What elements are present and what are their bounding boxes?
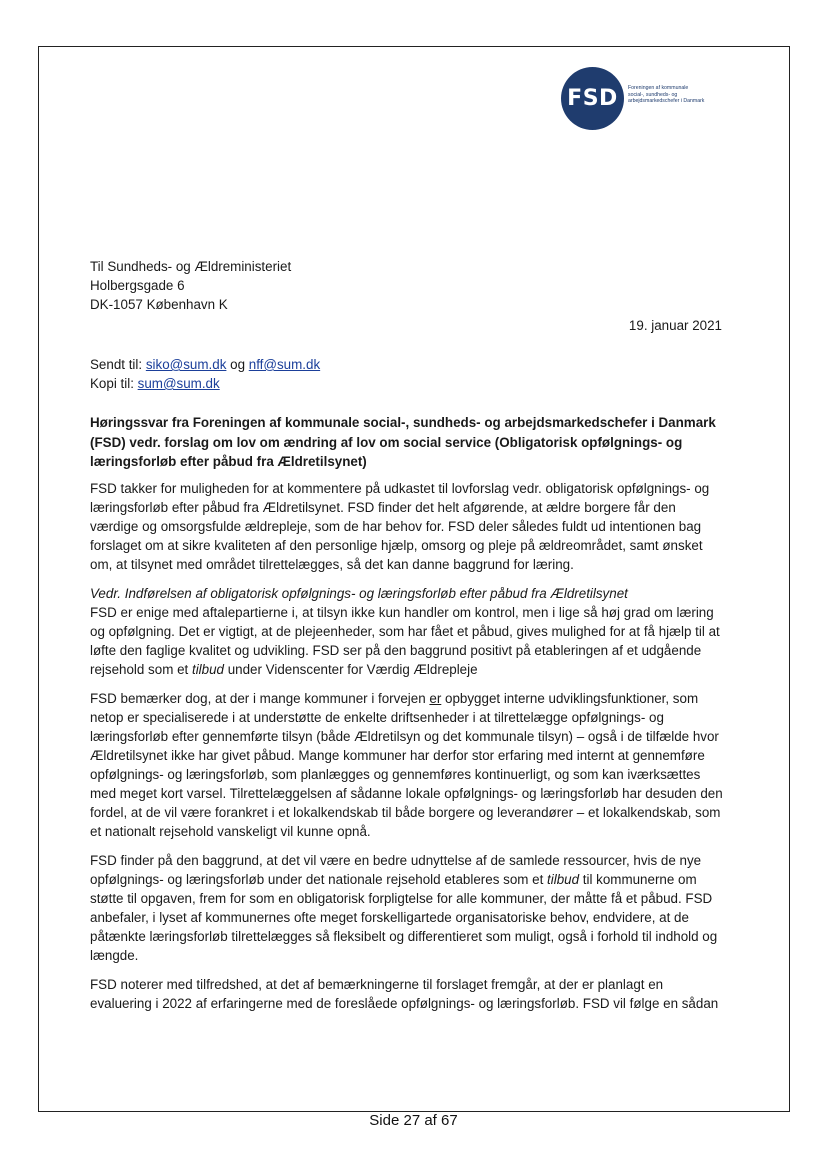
recipient-line: DK-1057 København K — [90, 297, 228, 312]
paragraph-text: til kommunerne om støtte til opgaven, frem for som en obligatorisk forpligtelse for alle kommuner, der måtte få et påbud. FSD anbefaler, i lyset af kommunernes ofte meget forskelligartede organisatoriske behov, endvidere, at de påtænkte læringsforløb tilrettelægges så fleksibelt og differentieret som muligt, også i forhold til indhold og længde. — [90, 872, 718, 963]
emphasis-text: tilbud — [191, 662, 224, 677]
letter-date: 19. januar 2021 — [628, 318, 722, 333]
email-link-siko[interactable]: siko@sum.dk — [145, 357, 227, 372]
logo-text — [628, 85, 732, 105]
logo-line: arbejdsmarkedschefer i Danmark — [628, 98, 705, 104]
sent-to-label: Sendt til: — [90, 357, 146, 372]
paragraph-text: under Videnscenter for Værdig Ældrepleje — [223, 662, 478, 677]
paragraph: FSD takker for muligheden for at kommentere på udkastet til lovforslag vedr. obligatorisk opfølgnings- og læringsforløb efter påbud fra Ældretilsynet. FSD finder det helt afgørende, at ældre borgere får den værdige og omsorgsfulde ældrepleje, som de har behov for. FSD deler således fuldt ud intentionen bag forslaget om at sikre kvaliteten af den personlige hjælp, omsorg og pleje på ældreområdet, samt ønsket om, at tilsynet med området tilrettelægges, så det kan danne baggrund for læring. — [90, 481, 710, 572]
copy-to-label: Kopi til: — [90, 376, 138, 391]
paragraph — [90, 689, 726, 841]
paragraph: FSD noterer med tilfredshed, at det af bemærkningerne til forslaget fremgår, at der er planlagt en evaluering i 2022 af erfaringerne med de foreslåede opfølgnings- og læringsforløb. FSD vil følge en sådan — [90, 977, 719, 1011]
paragraph-text: opbygget interne udviklingsfunktioner, som netop er specialiserede i at understøtte de enkelte driftsenheder i at tilrettelægge opfølgnings- og læringsforløb efter gennemførte tilsyn (både Ældretilsyn og det kommunale tilsyn) – også i de tilfælde hvor Ældretilsynet ikke har givet påbud. Mange kommuner har derfor stor erfaring med internt at gennemføre opfølgnings- og læringsforløb, som planlægges og gennemføres kontinuerligt, og som kan iværksættes med meget kort varsel. Tilrettelæggelsen af sådanne lokale opfølgnings- og læringsforløb har desuden den fordel, at de vil være forankret i et lokalkendskab til både borgere og leverandører – et lokalkendskab, som et nationalt rejsehold vanskeligt vil kunne opnå. — [90, 691, 723, 839]
letter-body — [90, 479, 726, 1023]
email-link-nff[interactable]: nff@sum.dk — [248, 357, 321, 372]
recipient-line: Holbergsgade 6 — [90, 278, 185, 293]
recipient-address — [90, 257, 726, 314]
paragraph-text: FSD bemærker dog, at der i mange kommuner i forvejen — [90, 691, 430, 706]
underlined-text: er — [429, 691, 442, 706]
section-heading: Vedr. Indførelsen af obligatorisk opfølgnings- og læringsforløb efter påbud fra Ældretilsynet — [90, 586, 628, 601]
sent-block — [90, 355, 726, 393]
paragraph-text: FSD er enige med aftalepartierne i, at tilsyn ikke kun handler om kontrol, men i lige så høj grad om læring og opfølgning. Det er vigtigt, at de plejeenheder, som har fået et påbud, gives mulighed for at få hjælp til at løfte den faglige kvalitet og udvikling. FSD ser på den baggrund positivt på etableringen af et udgående rejsehold som et — [90, 605, 720, 677]
sent-joiner: og — [226, 357, 249, 372]
recipient-line: Til Sundheds- og Ældreministeriet — [90, 259, 292, 274]
emphasis-text: tilbud — [547, 872, 580, 887]
paragraph-text: FSD finder på den baggrund, at det vil være en bedre udnyttelse af de samlede ressourcer, hvis de nye opfølgnings- og læringsforløb under det nationale rejsehold etableres som et — [90, 853, 702, 887]
sent-to-line — [90, 355, 726, 374]
fsd-logo — [561, 67, 731, 131]
logo-line: social-, sundheds- og — [628, 91, 678, 98]
logo-line: Foreningen af kommunale — [628, 85, 689, 91]
copy-to-line — [90, 374, 726, 393]
paragraph — [90, 603, 726, 679]
paragraph — [90, 851, 726, 965]
email-link-sum[interactable]: sum@sum.dk — [137, 376, 220, 391]
logo-circle: FSD — [561, 67, 624, 130]
page-number: Side 27 af 67 — [369, 1112, 458, 1129]
document-title: Høringssvar fra Foreningen af kommunale social-, sundheds- og arbejdsmarkedschefer i Danmark (FSD) vedr. forslag om lov om ændring af lov om social service (Obligatorisk opfølgnings- og læringsforløb efter påbud fra Ældretilsynet) — [90, 415, 716, 469]
